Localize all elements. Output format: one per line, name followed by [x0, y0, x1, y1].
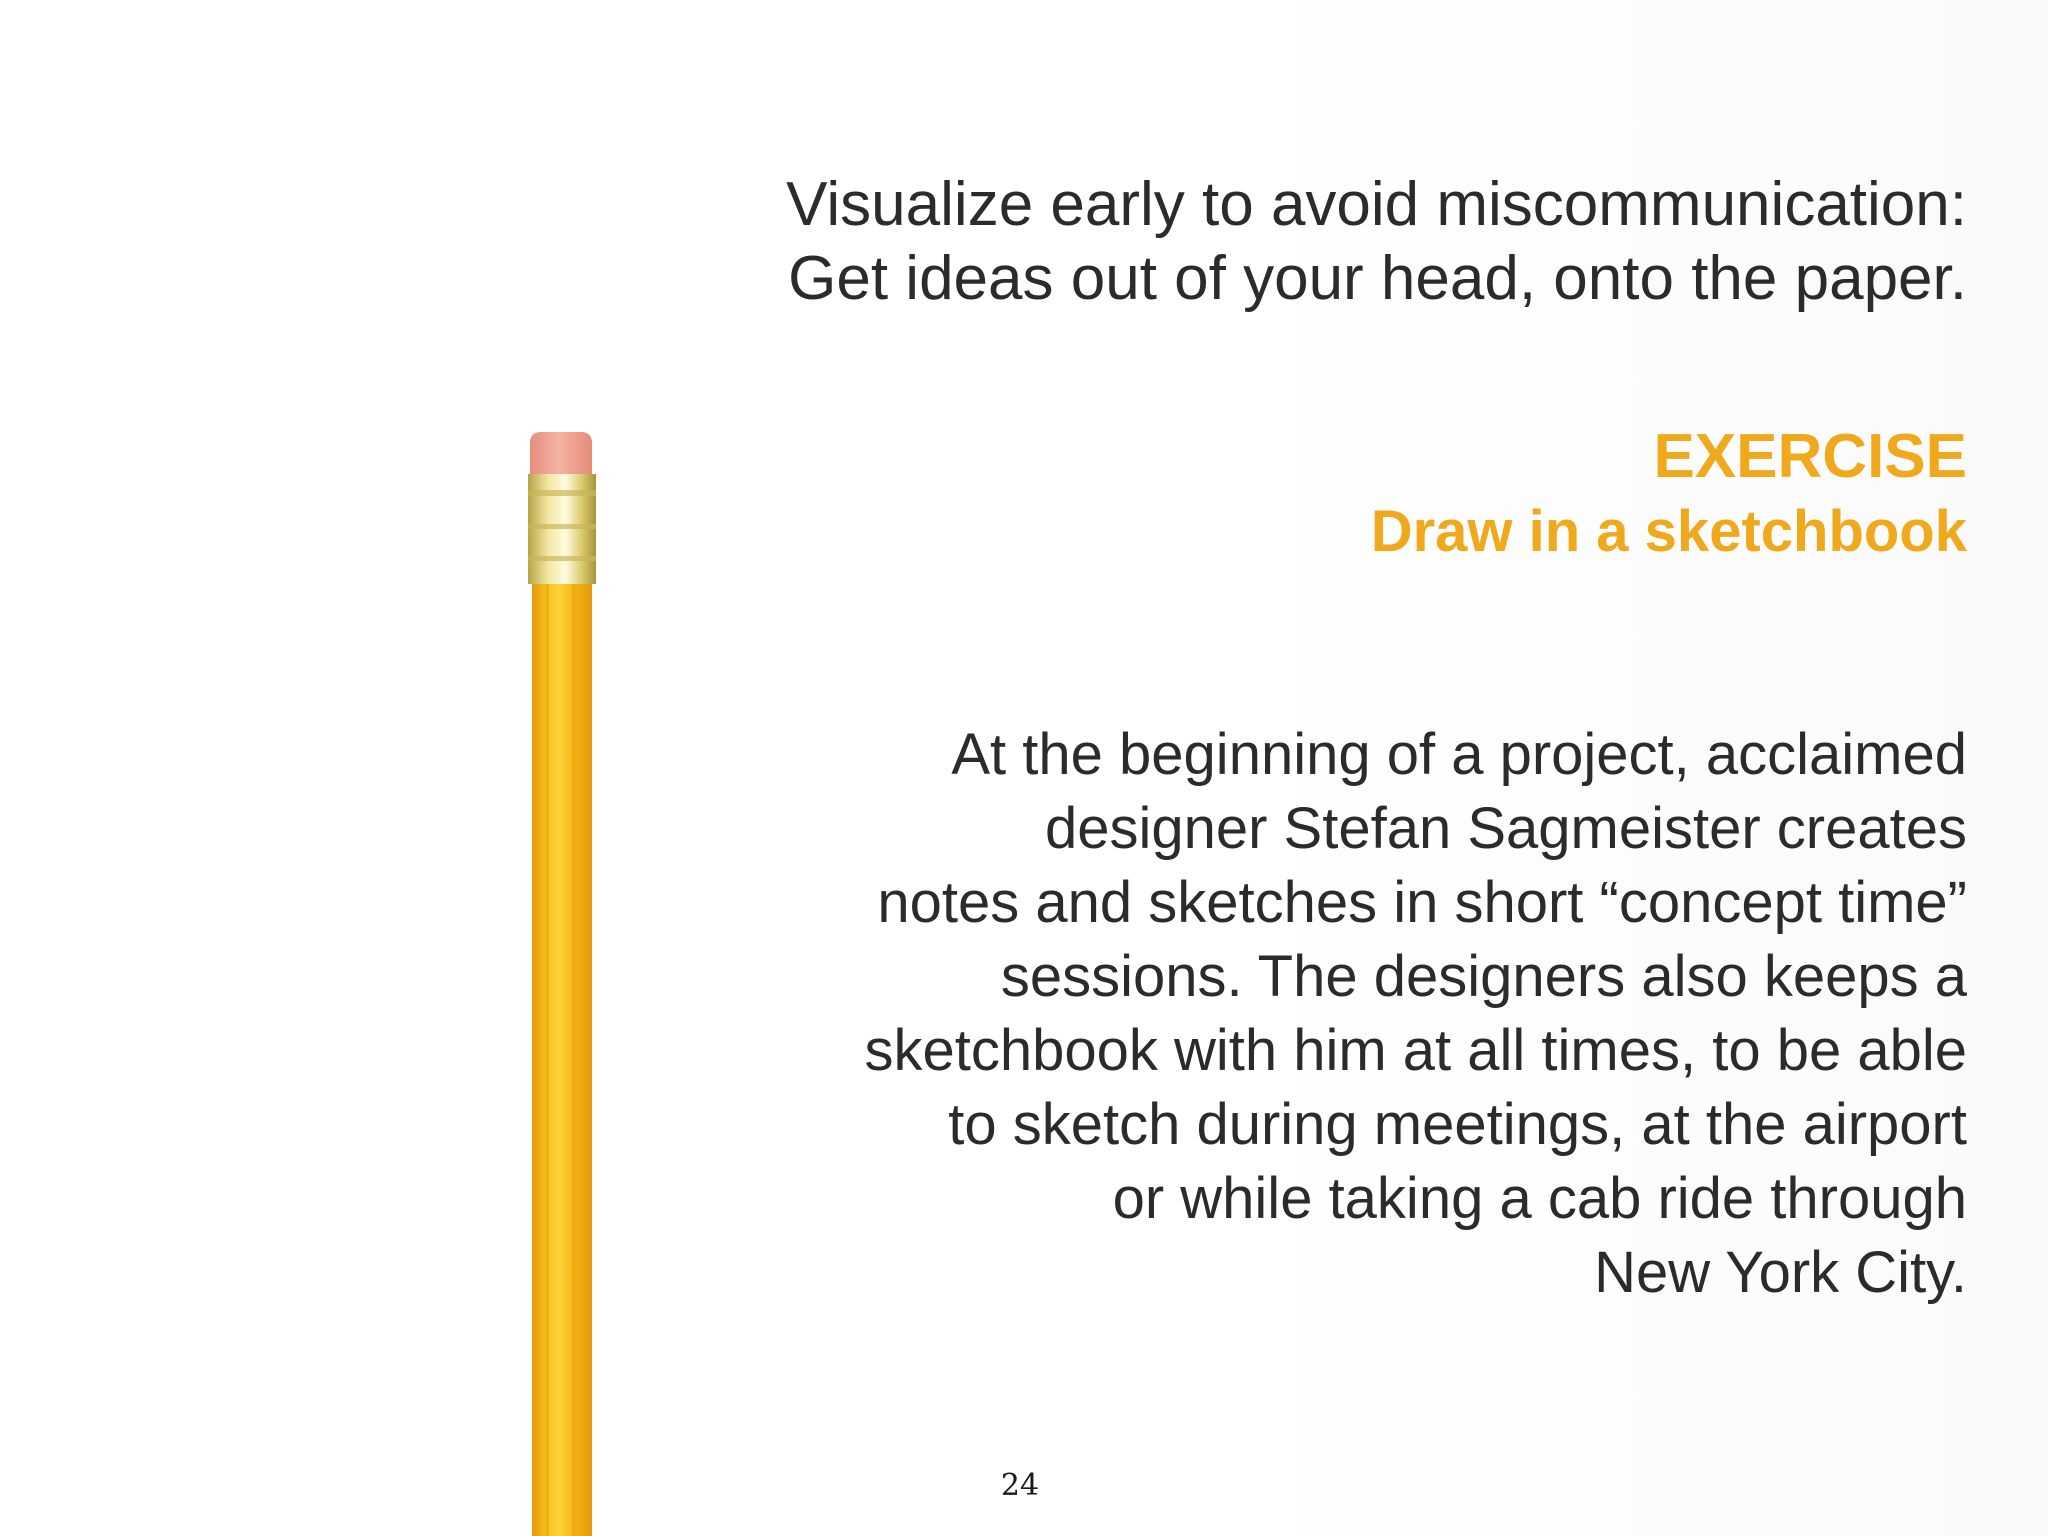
intro-statement: [667, 168, 1967, 316]
body-paragraph: [667, 718, 1967, 1310]
exercise-subheading: Draw in a sketchbook: [1370, 499, 1967, 564]
body-line: New York City.: [1594, 1240, 1967, 1305]
body-line: sketchbook with him at all times, to be able: [864, 1018, 1967, 1083]
page-number: 24: [1000, 1468, 1040, 1503]
body-line: or while taking a cab ride through: [1112, 1166, 1967, 1231]
intro-line: Get ideas out of your head, onto the paper.: [788, 244, 1967, 313]
body-line: sessions. The designers also keeps a: [1000, 944, 1967, 1009]
body-line: to sketch during meetings, at the airport: [948, 1092, 1967, 1157]
body-line: At the beginning of a project, acclaimed: [951, 722, 1967, 787]
exercise-heading: EXERCISE: [1653, 422, 1967, 491]
body-line: designer Stefan Sagmeister creates: [1044, 796, 1967, 861]
pencil-icon: [528, 428, 596, 1536]
intro-line: Visualize early to avoid miscommunication:: [786, 170, 1967, 239]
body-line: notes and sketches in short “concept time”: [877, 870, 1967, 935]
